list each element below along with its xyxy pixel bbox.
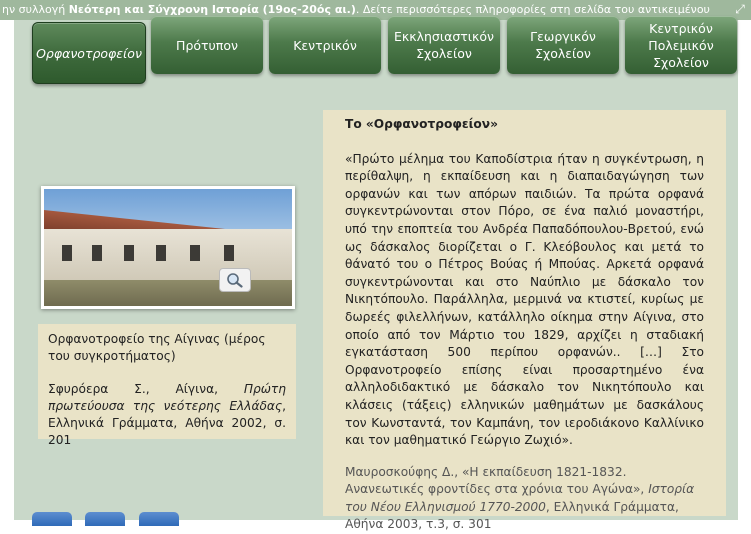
tab-label: Ορφανοτροφείον xyxy=(36,45,142,61)
ticker-collection-link[interactable]: Νεότερη και Σύγχρονη Ιστορία (19ος-20ός αι.) xyxy=(68,3,356,16)
caption-title: Ορφανοτροφείο της Αίγινας (μέρος του συγκροτήματος) xyxy=(48,332,266,363)
tab-kentrikon-polemikon-scholeion[interactable] xyxy=(625,16,737,74)
photo-window xyxy=(124,245,134,261)
nav-button-1[interactable] xyxy=(32,512,72,526)
ticker-prefix: ην συλλογή xyxy=(2,3,69,16)
photo-window xyxy=(92,245,102,261)
tab-ekklisiastikon-scholeion[interactable] xyxy=(388,16,500,74)
photo-window xyxy=(190,245,200,261)
tab-label: Γεωργικόν Σχολείον xyxy=(530,29,596,61)
caption-publisher: , Ελληνικά Γράμματα, Αθήνα 2002, σ. 201 xyxy=(48,399,286,447)
photo-window xyxy=(62,245,72,261)
panel-body: «Πρώτο μέλημα του Καποδίστρια ήταν η συγκέντρωση, η περίθαλψη, η εκπαίδευση και η διαπαιδαγώγηση των ορφανών και των απόρων παιδιών. Τα πρώτα ορφανά συγκεντρώνονται στον Πόρο, σε ένα παλιό μοναστήρι, υπό την εποπτεία του Ανδρέα Παπαδόπουλου-Βρετού, ενώ ως δάσκαλος διορίζεται ο Γ. Κλεόβουλος και μετά το θάνατό του ο Πέτρος Βούας ή Μπούας. Αρκετά ορφανά συγκεντρώνονται και στο Ναύπλιο με δάσκαλο τον Νικητόπουλο. Παράλληλα, μερμινά να κτιστεί, κυρίως με δωρεές φιλελλήνων, κατάλληλο οίκημα στην Αίγινα, στο οποίο από τον Μάρτιο του 1829, αρχίζει η σταδιακή εγκατάσταση 500 περίπου ορφανών.. […] Στο Ορφανοτροφείο επίσης είναι προσαρτημένο ένα αλληλοδιδακτικό με δάσκαλο τον Νικητόπουλο και κλάσεις (τάξεις) ελληνικών μαθημάτων με δασκάλους τον Κωνσταντά, τον Καμπάνη, τον ιεροδιάκονο Καλλίνικο και τον μαθηματικό Γεώργιο Ζωχιό». xyxy=(345,151,704,448)
tab-kentrikon[interactable] xyxy=(269,16,381,74)
nav-button-3[interactable] xyxy=(139,512,179,526)
ref-book: Ιστορία του Νέου Ελληνισμού 1770-2000 xyxy=(345,482,695,514)
tab-orfanotrofeion[interactable] xyxy=(32,22,146,84)
caption-author: Σφυρόερα Σ., Αίγινα, xyxy=(48,382,244,396)
panel-reference xyxy=(345,464,704,534)
photo-wall xyxy=(44,229,292,283)
tab-georgikon-scholeion[interactable] xyxy=(507,16,619,74)
nav-button-2[interactable] xyxy=(85,512,125,526)
caption-book: Πρώτη πρωτεύουσα της νεότερης Ελλάδας xyxy=(48,382,286,413)
ref-rest: , Ελληνικά Γράμματα, Αθήνα 2003, τ.3, σ. 301 xyxy=(345,499,679,532)
expand-icon[interactable]: ⤢ xyxy=(735,2,745,16)
frame-edge xyxy=(738,0,751,520)
description-panel xyxy=(323,110,726,532)
tab-label: Πρότυπον xyxy=(176,37,238,53)
tab-label: Κεντρικόν Πολεμικόν Σχολείον xyxy=(648,20,714,70)
tab-label: Κεντρικόν xyxy=(293,37,357,53)
ticker-suffix: . Δείτε περισσότερες πληροφορίες στη σελίδα του αντικειμένου xyxy=(355,3,710,16)
orphanage-photo[interactable] xyxy=(41,186,295,309)
caption-source xyxy=(48,381,286,449)
photo-window xyxy=(156,245,166,261)
tab-label: Εκκλησιαστικόν Σχολείον xyxy=(393,29,495,61)
tab-protypon[interactable] xyxy=(151,16,263,74)
panel-title: Το «Ορφανοτροφείον» xyxy=(345,117,498,131)
magnifier-icon[interactable] xyxy=(219,268,251,292)
photo-caption xyxy=(38,324,296,447)
photo-ground xyxy=(44,280,292,306)
photo-window xyxy=(224,245,234,261)
ref-author: Μαυροσκούφης Δ., «Η εκπαίδευση 1821-1832. Ανανεωτικές φροντίδες στα χρόνια του Αγώνα», xyxy=(345,464,649,497)
